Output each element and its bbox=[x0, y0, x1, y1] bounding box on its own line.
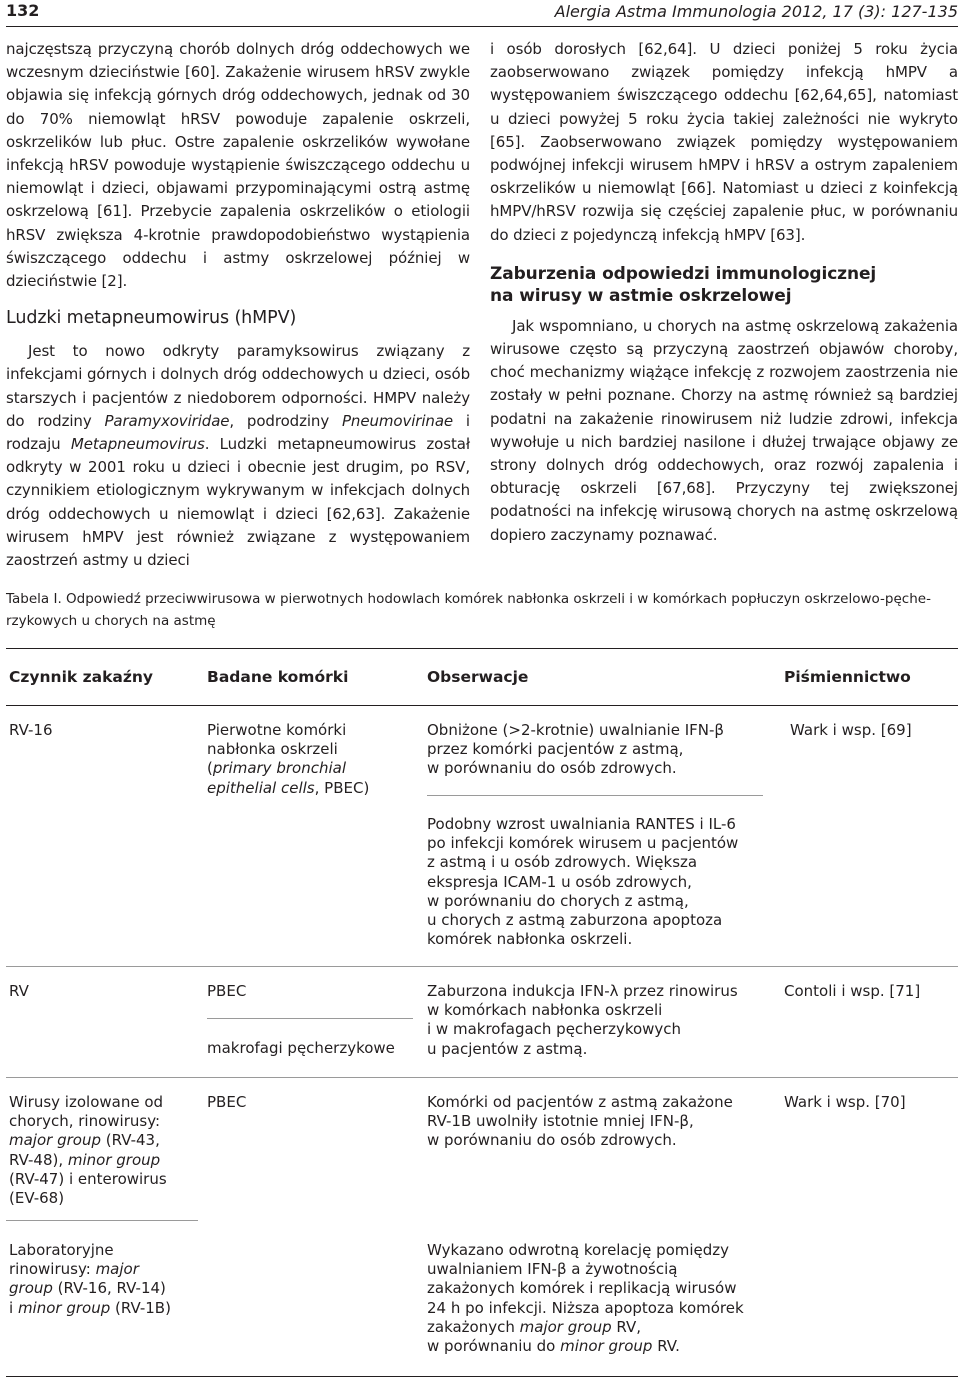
row-2-cells-divider bbox=[207, 1018, 413, 1019]
right-column bbox=[490, 38, 958, 547]
row-1-divider bbox=[6, 966, 958, 967]
column-header-agent: Czynnik zakaźny bbox=[9, 668, 153, 686]
table-row-3-reference: Wark i wsp. [70] bbox=[784, 1093, 906, 1111]
table-label: Tabela I. bbox=[6, 591, 62, 607]
column-header-observations: Obserwacje bbox=[427, 668, 529, 686]
row-1-observation-divider bbox=[427, 795, 763, 796]
table-row-1-cells: Pierwotne komórki nabłonka oskrzeli (primary bronchial epithelial cells, PBEC) bbox=[207, 721, 370, 797]
paragraph-hmpv: Jest to nowo odkryty paramyksowirus związany z infekcjami górnych i dolnych dróg oddechowych u dzieci, osób starszych i pacjentów z niedoborem odporności. HMPV należy do rodziny Paramyxoviridae, podrodziny Pneumovirinae i rodzaju Metapneumovirus. Ludzki metapneumowirus został odkryty w 2001 roku u dzieci i obecnie jest drugim, po RSV, czynnikiem etiologicznym wykrywanym w infekcjach dolnych dróg oddechowych u niemowląt i dzieci [62,63]. Zakażenie wirusem hMPV jest również związane z występowaniem zaostrzeń astmy u dzieci bbox=[6, 342, 470, 570]
table-row-1-reference: Wark i wsp. [69] bbox=[790, 721, 912, 739]
table-row-2-agent: RV bbox=[9, 982, 29, 1000]
paragraph-hrsv: najczęstszą przyczyną chorób dolnych dróg oddechowych we wczesnym dzieciństwie [60]. Zakażenie wirusem hRSV zwykle objawia się infekcją górnych dróg oddechowych, jednak od 30 do 70% niemowląt hRSV powoduje zapalenie oskrzeli, oskrzelików lub płuc. Ostre zapalenie oskrzelików wywołane infekcją hRSV powoduje wystąpienie świszczącego oddechu u niemowląt i dzieci, objawami przypominającymi ostrą astmę oskrzelową [61]. Przebycie zapalenia oskrzelików o etiologii hRSV zwiększa 4-krotnie prawdopodobieństwo wystąpienia świszczącego oddechu i astmy oskrzelowej później w dzieciństwie [2]. bbox=[6, 40, 470, 291]
table-row-3-observation: Komórki od pacjentów z astmą zakażone RV-1B uwolniły istotnie mniej IFN-β, w porównaniu do osób zdrowych. bbox=[427, 1093, 733, 1150]
journal-citation: Alergia Astma Immunologia 2012, 17 (3): 127-135 bbox=[554, 2, 958, 21]
table-row-1-agent: RV-16 bbox=[9, 721, 53, 739]
page-number: 132 bbox=[6, 1, 40, 20]
paragraph-hmpv-continued: i osób dorosłych [62,64]. U dzieci poniżej 5 roku życia zaobserwowano związek pomiędzy infekcją hMPV a występowaniem świszczącego oddechu [62,64,65], natomiast u dzieci powyżej 5 roku życia takiej zależności nie wykryto [65]. Zaobserwowano związek pomiędzy występowaniem podwójnej infekcji wirusem hMPV i hRSV a ostrym zapaleniem oskrzelików u niemowląt [66]. Natomiast u dzieci z koinfekcją hMPV/hRSV rozwija się częściej zapalenie płuc, w porównaniu do dzieci z pojedynczą infekcją hMPV [63]. bbox=[490, 40, 958, 244]
table-row-3-cells: PBEC bbox=[207, 1093, 247, 1111]
table-row-1-observation-1: Obniżone (>2-krotnie) uwalnianie IFN-β przez komórki pacjentów z astmą, w porównaniu do osób zdrowych. bbox=[427, 721, 724, 778]
table-row-3-agent: Wirusy izolowane od chorych, rinowirusy: major group (RV-43, RV-48), minor group (RV-47) i enterowirus (EV-68) bbox=[9, 1093, 167, 1208]
running-header bbox=[6, 0, 958, 27]
table-caption: Tabela I. Odpowiedź przeciwwirusowa w pierwotnych hodowlach komórek nabłonka oskrzeli i w komórkach popłuczyn oskrzelowo-pęche- rzykowych u chorych na astmę bbox=[6, 591, 931, 629]
table-row-2-observation: Zaburzona indukcja IFN-λ przez rinowirus w komórkach nabłonka oskrzeli i w makrofagach pęcherzykowych u pacjentów z astmą. bbox=[427, 982, 738, 1058]
table-bottom-rule bbox=[6, 1376, 958, 1377]
table-row-4-agent: Laboratoryjne rinowirusy: major group (RV-16, RV-14) i minor group (RV-1B) bbox=[9, 1241, 171, 1317]
column-header-references: Piśmiennictwo bbox=[784, 668, 911, 686]
paragraph-immune: Jak wspomniano, u chorych na astmę oskrzelową zakażenia wirusowe często są przyczyną zaostrzeń objawów choroby, choć mechanizmy wiążące infekcję z rozwojem zaostrzenia nie zostały w pełni poznane. Chorzy na astmę również są bardziej podatni na zakażenie rinowirusem niż ludzie zdrowi, infekcja wywołuje u nich bardziej nasilone i dłużej trwające objawy ze strony dolnych dróg oddechowych, oraz rozwój zapalenia i obturację oskrzeli [67,68]. Przyczyny tej zwiększonej podatności na infekcję wirusową chorych na astmę oskrzelową dopiero zaczynamy poznawać. bbox=[490, 316, 958, 544]
left-column bbox=[6, 38, 470, 572]
table-top-rule bbox=[6, 648, 958, 649]
section-heading-hmpv: Ludzki metapneumowirus (hMPV) bbox=[6, 308, 297, 329]
row-2-divider bbox=[6, 1077, 958, 1078]
table-row-2-cells-1: PBEC bbox=[207, 982, 247, 1000]
table-row-1-observation-2: Podobny wzrost uwalniania RANTES i IL-6 po infekcji komórek wirusem u pacjentów z astmą i u osób zdrowych. Większa ekspresja ICAM-1 u osób zdrowych, w porównaniu do chorych z astmą, u chorych z astmą zaburzona apoptoza komórek nabłonka oskrzeli. bbox=[427, 815, 739, 949]
column-header-cells: Badane komórki bbox=[207, 668, 349, 686]
table-header-rule bbox=[6, 705, 958, 706]
table-row-2-cells-2: makrofagi pęcherzykowe bbox=[207, 1039, 395, 1057]
table-row-2-reference: Contoli i wsp. [71] bbox=[784, 982, 921, 1000]
section-heading-immune: Zaburzenia odpowiedzi immunologicznej na wirusy w astmie oskrzelowej bbox=[490, 263, 877, 306]
table-row-4-observation: Wykazano odwrotną korelację pomiędzy uwalnianiem IFN-β a żywotnością zakażonych komórek i replikacją wirusów 24 h po infekcji. Niższa apoptoza komórek zakażonych major group RV, w porównaniu do minor group RV. bbox=[427, 1241, 744, 1356]
row-3-agent-divider bbox=[6, 1220, 198, 1221]
